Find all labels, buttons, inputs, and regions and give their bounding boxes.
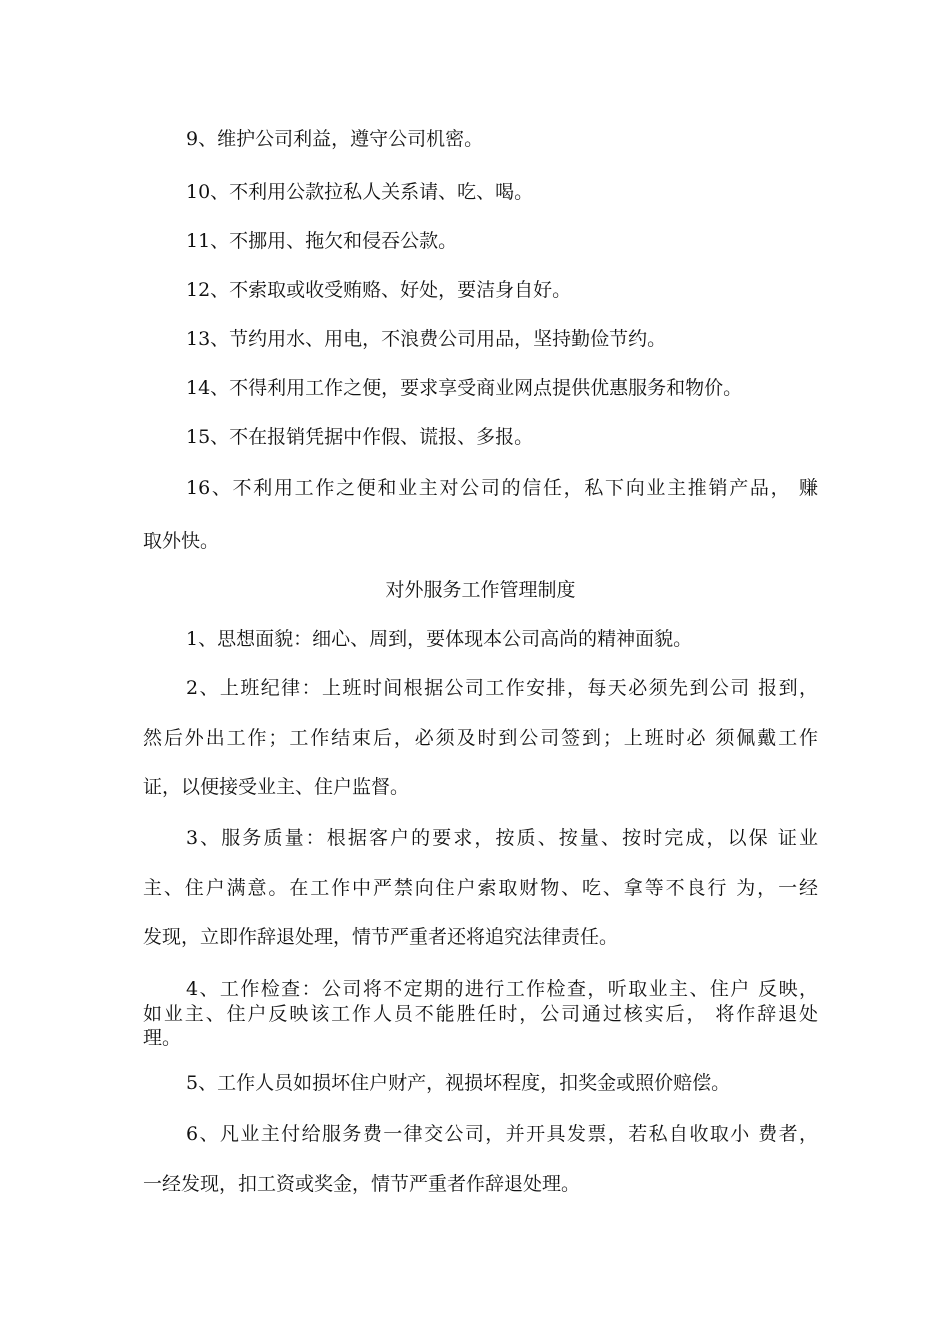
paragraph-6-line1: 6、凡业主付给服务费一律交公司，并开具发票，若私自收取小 费者， (186, 1123, 818, 1145)
paragraph-4-line1: 4、工作检查：公司将不定期的进行工作检查，听取业主、住户 反映， (186, 978, 818, 1000)
rule-item-12: 12、不索取或收受贿赂、好处，要洁身自好。 (186, 279, 572, 301)
rule-item-9: 9、维护公司利益，遵守公司机密。 (186, 128, 484, 150)
rule-item-16-line2: 取外快。 (143, 530, 220, 552)
rule-item-10: 10、不利用公款拉私人关系请、吃、喝。 (186, 181, 534, 203)
rule-item-14: 14、不得利用工作之便，要求享受商业网点提供优惠服务和物价。 (186, 377, 743, 399)
rule-item-13: 13、节约用水、用电，不浪费公司用品，坚持勤俭节约。 (186, 328, 667, 350)
paragraph-1: 1、思想面貌：细心、周到，要体现本公司高尚的精神面貌。 (186, 628, 693, 650)
paragraph-4-line3: 理。 (143, 1027, 182, 1049)
paragraph-6-line2: 一经发现，扣工资或奖金，情节严重者作辞退处理。 (143, 1173, 581, 1195)
paragraph-5: 5、工作人员如损坏住户财产，视损坏程度，扣奖金或照价赔偿。 (186, 1072, 731, 1094)
paragraph-3-line3: 发现，立即作辞退处理，情节严重者还将追究法律责任。 (143, 926, 619, 948)
rule-item-15: 15、不在报销凭据中作假、谎报、多报。 (186, 426, 534, 448)
rule-item-11: 11、不挪用、拖欠和侵吞公款。 (186, 230, 458, 252)
section-title: 对外服务工作管理制度 (385, 579, 576, 601)
paragraph-2-line1: 2、上班纪律：上班时间根据公司工作安排，每天必须先到公司 报到， (186, 677, 818, 699)
paragraph-3-line2: 主、住户满意。在工作中严禁向住户索取财物、吃、拿等不良行 为，一经 (143, 877, 818, 899)
paragraph-4-line2: 如业主、住户反映该工作人员不能胜任时，公司通过核实后， 将作辞退处 (143, 1003, 818, 1025)
paragraph-2-line3: 证，以便接受业主、住户监督。 (143, 776, 410, 798)
rule-item-16-line1: 16、不利用工作之便和业主对公司的信任，私下向业主推销产品， 赚 (186, 477, 818, 499)
paragraph-3-line1: 3、服务质量：根据客户的要求，按质、按量、按时完成，以保 证业 (186, 827, 818, 849)
paragraph-2-line2: 然后外出工作；工作结束后，必须及时到公司签到；上班时必 须佩戴工作 (143, 727, 818, 749)
